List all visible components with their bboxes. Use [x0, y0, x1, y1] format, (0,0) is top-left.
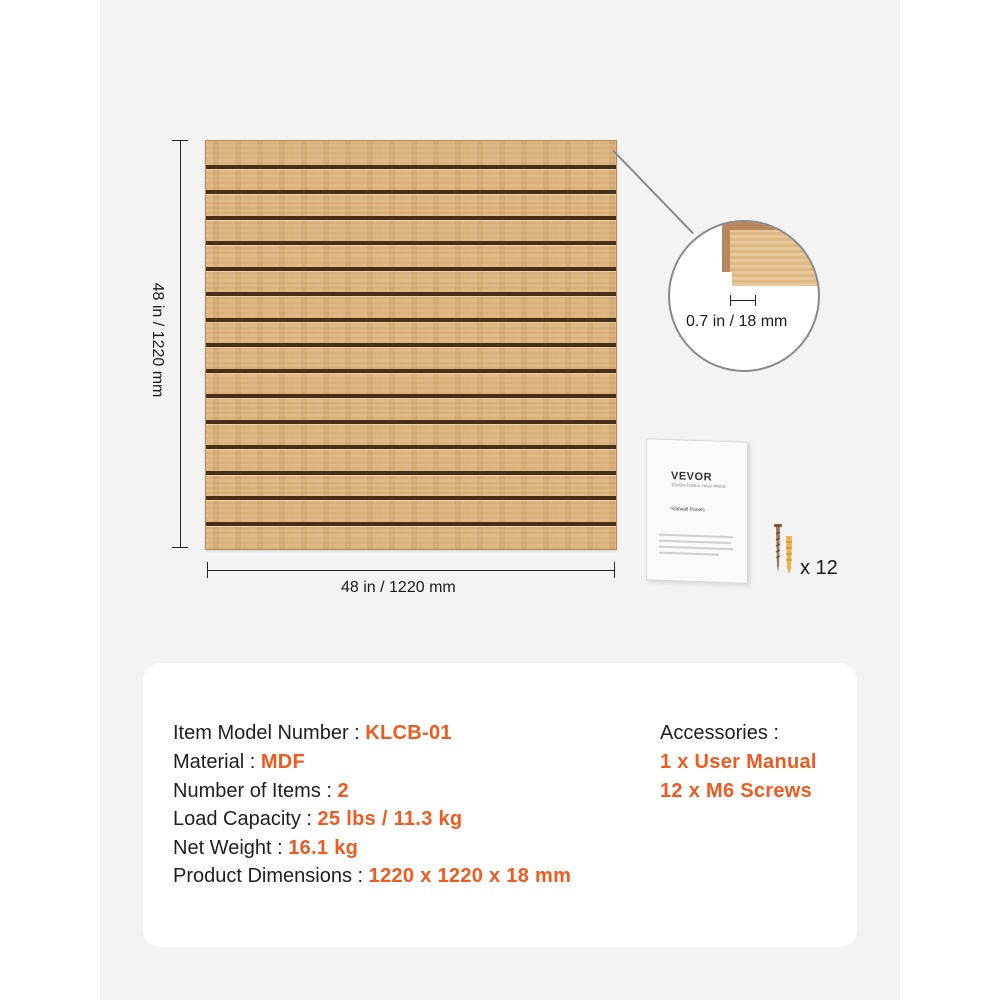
slat-groove — [206, 241, 616, 245]
spec-label: Material : — [173, 751, 261, 773]
manual-text-line — [659, 546, 733, 551]
spec-value: 16.1 kg — [288, 837, 359, 859]
manual-brand: VEVOR — [671, 470, 713, 484]
spec-value: MDF — [260, 751, 306, 773]
slat-groove — [206, 343, 616, 347]
slat-groove — [206, 216, 616, 220]
spec-net-weight — [173, 837, 358, 860]
manual-tagline: TOUGH TOOLS, HALF PRICE — [671, 482, 726, 490]
slatwall-panel-image — [205, 140, 617, 550]
spec-label: Item Model Number : — [173, 722, 366, 744]
slot-dimension-line — [730, 300, 756, 301]
spec-value: 25 lbs / 11.3 kg — [317, 808, 463, 830]
spec-value: KLCB-01 — [365, 722, 452, 744]
slat-groove — [206, 394, 616, 398]
spec-material — [173, 751, 305, 774]
user-manual-image — [646, 438, 748, 584]
slot-notch — [722, 272, 732, 286]
wall-anchor-icon — [786, 536, 792, 574]
spec-label: Number of Items : — [173, 780, 338, 802]
spec-model-number — [173, 722, 452, 745]
accessory-user-manual: 1 x User Manual — [660, 751, 817, 773]
specifications-box — [143, 663, 857, 947]
width-dimension-cap-left — [207, 562, 208, 578]
slat-groove — [206, 445, 616, 449]
spec-value: 1220 x 1220 x 18 mm — [368, 865, 572, 887]
spec-label: Product Dimensions : — [173, 865, 369, 887]
manual-text-line — [659, 552, 719, 556]
spec-value: 2 — [337, 780, 349, 802]
slat-groove — [206, 522, 616, 526]
spec-load-capacity — [173, 808, 462, 831]
height-label: 48 in / 1220 mm — [149, 282, 166, 398]
width-dimension-line — [207, 570, 615, 571]
manual-title: Slatwall Panels — [671, 506, 705, 514]
manual-text-line — [659, 540, 731, 545]
height-dimension-line — [180, 140, 181, 548]
screw-count: x 12 — [800, 557, 838, 579]
slot-dimension-cap-left — [730, 295, 731, 306]
slot-dimension-cap-right — [755, 295, 756, 306]
screws-icon — [768, 520, 800, 580]
screw-icon — [774, 524, 782, 572]
panel-face-profile — [730, 230, 820, 286]
height-dimension-cap-bottom — [172, 547, 188, 548]
slat-groove — [206, 267, 616, 271]
slat-groove — [206, 369, 616, 373]
slat-groove — [206, 165, 616, 169]
slat-groove — [206, 496, 616, 500]
spec-number-of-items — [173, 780, 349, 803]
accessory-screws: 12 x M6 Screws — [660, 780, 813, 802]
spec-label: Load Capacity : — [173, 808, 318, 830]
slat-groove — [206, 471, 616, 475]
width-dimension-cap-right — [614, 562, 615, 578]
height-dimension-cap-top — [172, 140, 188, 141]
slat-groove — [206, 292, 616, 296]
accessories-heading: Accessories : — [660, 722, 779, 744]
slat-groove — [206, 190, 616, 194]
manual-text-line — [659, 534, 733, 539]
spec-product-dimensions — [173, 865, 571, 888]
slot-profile-zoom — [668, 220, 820, 372]
slot-label: 0.7 in / 18 mm — [686, 313, 788, 330]
slat-groove — [206, 420, 616, 424]
width-label: 48 in / 1220 mm — [341, 579, 456, 596]
slat-groove — [206, 318, 616, 322]
spec-label: Net Weight : — [173, 837, 289, 859]
